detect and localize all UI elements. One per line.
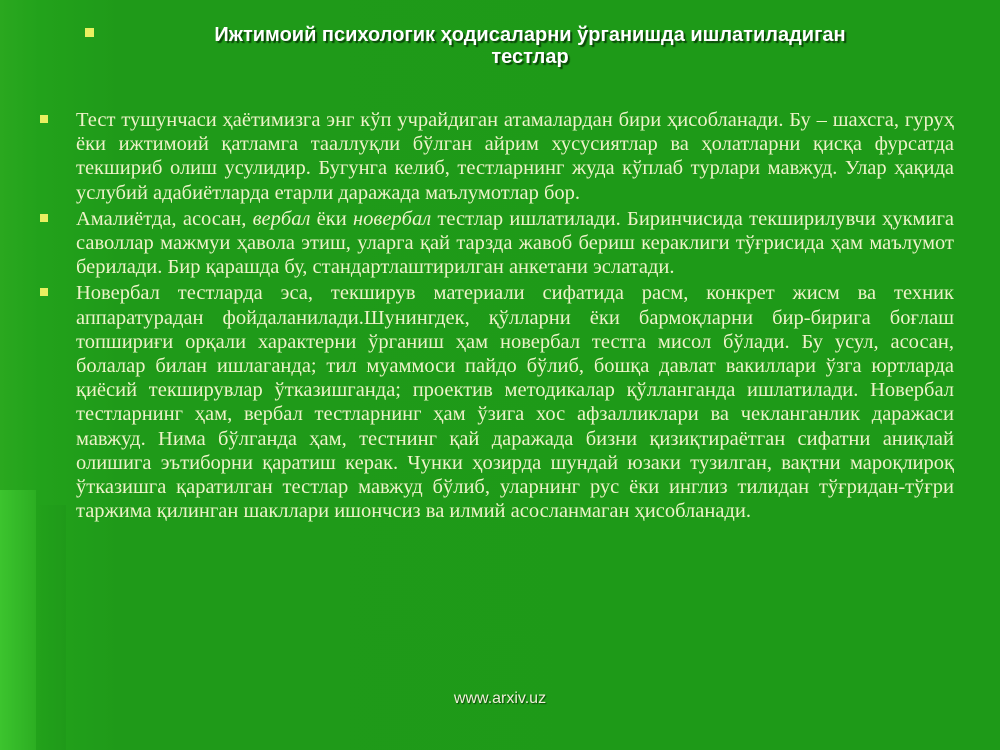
square-bullet-icon <box>40 288 48 296</box>
title-line-1: Ижтимоий психологик ҳодисаларни ўрганишда ишлатиладиган <box>214 24 846 46</box>
title-bullet-icon <box>85 28 94 37</box>
paragraph-2-text-b: ёки <box>310 207 353 230</box>
content-body <box>40 108 954 525</box>
title-text <box>85 24 955 68</box>
paragraph-1 <box>40 108 954 205</box>
decorative-panel <box>0 490 36 750</box>
term-nonverbal: новербал <box>353 207 432 230</box>
square-bullet-icon <box>40 214 48 222</box>
paragraph-2-text-c: тестлар ишлатилади. Биринчисида текширилувчи ҳукмига саволлар мажмуи ҳавола этиш, уларга қай тарзда жавоб бериш кераклиги тўғрисида ҳам маълумот берилади. Бир қарашда бу, стандартлаштирилган анкетани эслатади. <box>76 207 955 279</box>
square-bullet-icon <box>40 115 48 123</box>
paragraph-3-text: Новербал тестларда эса, текширув материали сифатида расм, конкрет жисм ва техник аппаратурадан фойдаланилади.Шунингдек, қўлларни ёки бармоқларни бир-бирига боғлаш топшириғи орқали характерни ўрганиш ҳам новербал тестга мисол бўлади. Бу усул, асосан, болалар билан ишлаганда; тил муаммоси пайдо бўлиб, бошқа давлат вакиллари ўзга юртларда қиёсий текширувлар ўтказишганда; проектив методикалар қўлланганда ишлатилади. Новербал тестларнинг ҳам, вербал тестларнинг ҳам ўзига хос афзалликлари ва чекланганлик даражаси мавжуд. Нима бўлганда ҳам, тестнинг қай даражада бизни қизиқтираётган сифатни аниқлай олишига эътиборни қаратиш керак. Чунки ҳозирда шундай юзаки тузилган, вақтни мароқлироқ ўтказишга қаратилган тестлар мавжуд бўлиб, уларнинг рус ёки инглиз тилидан тўғридан-тўғри таржима қилинган шакллари ишончсиз ва илмий асосланмаган ҳисобланади. <box>76 282 954 523</box>
paragraph-3 <box>40 281 954 523</box>
paragraph-1-text: Тест тушунчаси ҳаётимизга энг кўп учрайдиган атамалардан бири ҳисобланади. Бу – шахсга, гуруҳ ёки ижтимоий қатламга тааллуқли бўлган айрим хусусиятлар ва ҳолатларни қисқа фурсатда текшириб олиш усулидир. Бугунга келиб, тестларнинг жуда кўплаб турлари мавжуд. Улар ҳақида услубий адабиётларда етарли даражада маълумотлар бор. <box>76 109 954 204</box>
term-verbal: вербал <box>252 207 311 230</box>
paragraph-2-text-a: Амалиётда, асосан, <box>76 207 253 230</box>
footer-url: www.arxiv.uz <box>453 690 547 707</box>
decorative-panel-edge <box>36 505 66 750</box>
slide-title <box>85 24 955 68</box>
paragraph-2 <box>40 207 954 280</box>
title-line-2: тестлар <box>491 46 569 68</box>
